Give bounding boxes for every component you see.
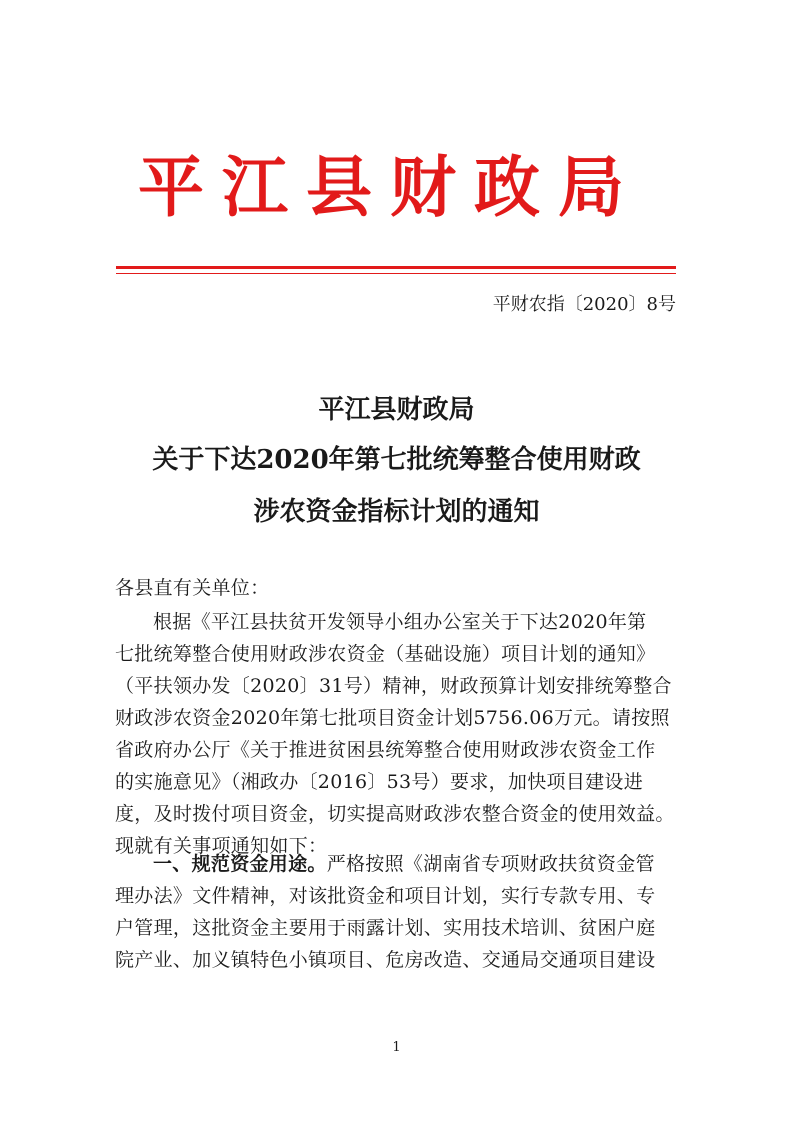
- paragraph-line: （平扶领办发〔2020〕31号）精神，财政预算计划安排统筹整合: [115, 675, 672, 697]
- paragraph-line: 省政府办公厅《关于推进贫困县统筹整合使用财政涉农资金工作: [115, 739, 656, 761]
- paragraph-line: 财政涉农资金2020年第七批项目资金计划5756.06万元。请按照: [115, 707, 670, 729]
- paragraph-line: 现就有关事项通知如下：: [115, 835, 328, 857]
- salutation: 各县直有关单位：: [115, 577, 270, 599]
- document-title-line-1: 平江县财政局: [318, 395, 475, 425]
- paragraph-line: 七批统筹整合使用财政涉农资金（基础设施）项目计划的通知》: [115, 643, 656, 665]
- paragraph-line-rest: 严格按照《湖南省专项财政扶贫资金管: [326, 853, 655, 875]
- paragraph-line: 根据《平江县扶贫开发领导小组办公室关于下达2020年第: [153, 611, 647, 633]
- paragraph-line: 户管理，这批资金主要用于雨露计划、实用技术培训、贫困户庭: [115, 917, 656, 939]
- paragraph-line: 院产业、加义镇特色小镇项目、危房改造、交通局交通项目建设: [115, 949, 656, 971]
- page-number: 1: [392, 1040, 401, 1055]
- paragraph-1: [115, 606, 680, 862]
- paragraph-2: [115, 848, 680, 976]
- document-number: 平财农指〔2020〕8号: [492, 294, 676, 315]
- document-title-line-3: 涉农资金指标计划的通知: [253, 497, 540, 527]
- paragraph-line: 度，及时拨付项目资金，切实提高财政涉农整合资金的使用效益。: [115, 803, 675, 825]
- paragraph-line: 的实施意见》（湘政办〔2016〕53号）要求，加快项目建设进: [115, 771, 644, 793]
- section-heading: 一、规范资金用途。: [153, 853, 327, 875]
- letterhead-red-rule-thick: [116, 266, 676, 269]
- paragraph-line: 理办法》文件精神，对该批资金和项目计划，实行专款专用、专: [115, 885, 656, 907]
- paragraph-line: [115, 848, 680, 880]
- letterhead-red-rule-thin: [116, 273, 676, 274]
- issuer-letterhead: 平江县财政局: [138, 149, 642, 226]
- document-title-line-2: 关于下达2020年第七批统筹整合使用财政: [152, 445, 641, 475]
